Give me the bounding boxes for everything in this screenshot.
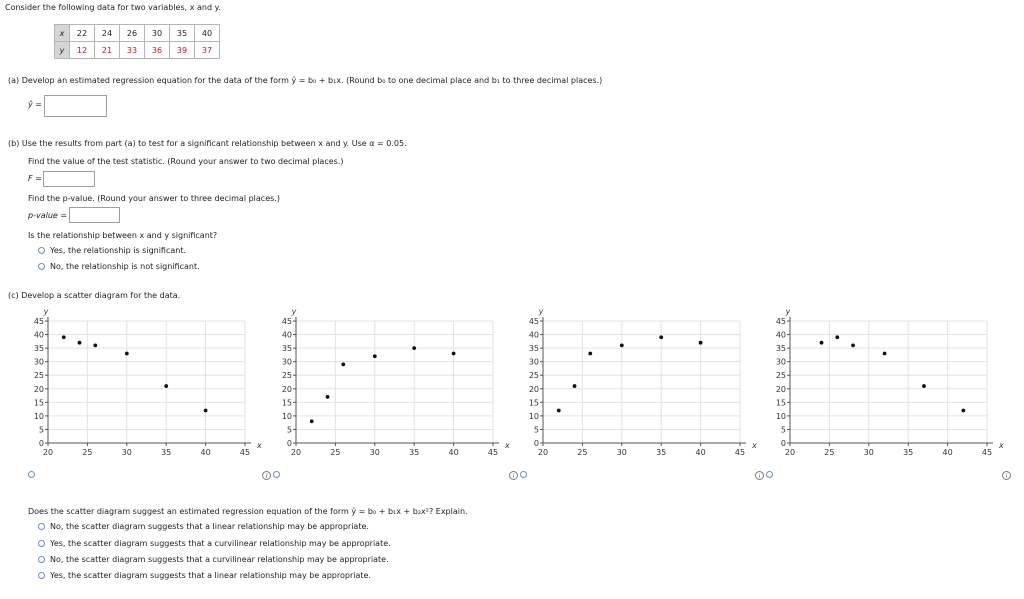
info-icon[interactable]: i bbox=[1002, 471, 1011, 480]
y-tick-label: 20 bbox=[528, 384, 539, 394]
scatter-plot-option-3 bbox=[495, 305, 757, 465]
scatter-option-4-radio[interactable] bbox=[766, 471, 773, 478]
x-cell: 24 bbox=[95, 25, 120, 42]
y-axis-label: y bbox=[43, 307, 49, 316]
data-point bbox=[961, 409, 965, 413]
data-point bbox=[557, 409, 561, 413]
f-stat-input[interactable] bbox=[43, 171, 95, 187]
y-tick-label: 35 bbox=[528, 344, 539, 354]
y-cell: 21 bbox=[95, 42, 120, 59]
x-tick-label: 30 bbox=[616, 448, 627, 457]
info-icon[interactable]: i bbox=[755, 471, 764, 480]
y-tick-label: 40 bbox=[775, 330, 786, 340]
curvilinear-question: Does the scatter diagram suggest an estimated regression equation of the form ŷ = b₀ + b₁x + b₂x²? Explain. bbox=[28, 507, 468, 516]
part-a-prompt: (a) Develop an estimated regression equation for the data of the form ŷ = b₀ + b₁x. (Round b₀ to one decimal place and b₁ to three decimal places.) bbox=[8, 76, 603, 85]
y-tick-label: 5 bbox=[286, 425, 292, 435]
curv-option-1-label: No, the scatter diagram suggests that a linear relationship may be appropriate. bbox=[50, 522, 369, 531]
y-cell: 37 bbox=[195, 42, 220, 59]
regression-equation-input[interactable] bbox=[44, 95, 107, 117]
y-tick-label: 30 bbox=[528, 357, 539, 367]
y-tick-label: 25 bbox=[528, 371, 539, 381]
x-cell: 35 bbox=[170, 25, 195, 42]
data-point bbox=[164, 384, 168, 388]
x-tick-label: 40 bbox=[448, 448, 459, 457]
x-cell: 26 bbox=[120, 25, 145, 42]
x-axis-label: x bbox=[999, 441, 1004, 450]
curv-option-1-radio[interactable] bbox=[38, 523, 45, 530]
curv-option-2-radio[interactable] bbox=[38, 540, 45, 547]
data-table bbox=[54, 24, 220, 59]
data-point bbox=[922, 384, 926, 388]
x-tick-label: 40 bbox=[942, 448, 953, 457]
curv-option-4-radio[interactable] bbox=[38, 572, 45, 579]
data-point bbox=[373, 354, 377, 358]
x-tick-label: 30 bbox=[369, 448, 380, 457]
y-tick-label: 0 bbox=[780, 439, 786, 448]
significant-no-radio[interactable] bbox=[38, 263, 45, 270]
y-tick-label: 10 bbox=[528, 411, 539, 421]
data-point bbox=[659, 335, 663, 339]
x-cell: 40 bbox=[195, 25, 220, 42]
y-tick-label: 5 bbox=[38, 425, 44, 435]
x-tick-label: 20 bbox=[42, 448, 54, 457]
intro-text: Consider the following data for two variables, x and y. bbox=[5, 3, 221, 12]
y-tick-label: 25 bbox=[281, 371, 292, 381]
significant-yes-radio[interactable] bbox=[38, 247, 45, 254]
data-point bbox=[851, 344, 855, 348]
significance-question: Is the relationship between x and y significant? bbox=[28, 231, 218, 240]
y-tick-label: 35 bbox=[281, 344, 292, 354]
y-tick-label: 30 bbox=[775, 357, 786, 367]
y-tick-label: 45 bbox=[775, 317, 786, 326]
p-value-prompt: Find the p-value. (Round your answer to three decimal places.) bbox=[28, 194, 280, 203]
scatter-plot-option-1 bbox=[0, 305, 262, 465]
x-tick-label: 45 bbox=[239, 448, 251, 457]
table-row-y bbox=[55, 42, 220, 59]
x-tick-label: 35 bbox=[161, 448, 172, 457]
scatter-option-2-radio[interactable] bbox=[273, 471, 280, 478]
data-point bbox=[452, 352, 456, 356]
y-tick-label: 10 bbox=[281, 411, 292, 421]
x-tick-label: 35 bbox=[656, 448, 667, 457]
f-stat-prompt: Find the value of the test statistic. (Round your answer to two decimal places.) bbox=[28, 157, 344, 166]
x-tick-label: 45 bbox=[981, 448, 993, 457]
data-point bbox=[93, 344, 97, 348]
f-label: F = bbox=[28, 174, 42, 183]
y-cell: 12 bbox=[70, 42, 95, 59]
y-tick-label: 0 bbox=[38, 439, 44, 448]
x-tick-label: 40 bbox=[695, 448, 706, 457]
info-icon[interactable]: i bbox=[262, 471, 271, 480]
data-point bbox=[78, 341, 82, 345]
y-axis-label: y bbox=[291, 307, 297, 316]
y-tick-label: 40 bbox=[528, 330, 539, 340]
x-cell: 30 bbox=[145, 25, 170, 42]
data-point bbox=[699, 341, 703, 345]
y-axis-label: y bbox=[785, 307, 791, 316]
data-point bbox=[204, 409, 208, 413]
x-tick-label: 20 bbox=[290, 448, 302, 457]
y-tick-label: 45 bbox=[33, 317, 44, 326]
y-tick-label: 15 bbox=[775, 398, 786, 408]
p-value-input[interactable] bbox=[69, 207, 120, 223]
significant-no-label: No, the relationship is not significant. bbox=[50, 262, 200, 271]
x-tick-label: 40 bbox=[200, 448, 211, 457]
data-point bbox=[62, 335, 66, 339]
y-tick-label: 35 bbox=[775, 344, 786, 354]
data-point bbox=[883, 352, 887, 356]
data-point bbox=[588, 352, 592, 356]
scatter-plot-option-2 bbox=[248, 305, 510, 465]
data-point bbox=[573, 384, 577, 388]
y-tick-label: 40 bbox=[33, 330, 44, 340]
scatter-option-1-radio[interactable] bbox=[28, 471, 35, 478]
x-axis-label: x bbox=[752, 441, 757, 450]
info-icon[interactable]: i bbox=[509, 471, 518, 480]
data-point bbox=[310, 419, 314, 423]
scatter-option-3-radio[interactable] bbox=[520, 471, 527, 478]
x-axis-label: x bbox=[505, 441, 510, 450]
data-point bbox=[620, 344, 624, 348]
scatter-plot-option-4 bbox=[742, 305, 1012, 465]
y-cell: 36 bbox=[145, 42, 170, 59]
curv-option-3-label: No, the scatter diagram suggests that a curvilinear relationship may be appropriate. bbox=[50, 555, 389, 564]
x-tick-label: 25 bbox=[577, 448, 588, 457]
x-tick-label: 20 bbox=[784, 448, 796, 457]
table-row-x bbox=[55, 25, 220, 42]
curv-option-2-label: Yes, the scatter diagram suggests that a curvilinear relationship may be appropriate. bbox=[50, 539, 391, 548]
y-tick-label: 25 bbox=[775, 371, 786, 381]
y-tick-label: 15 bbox=[33, 398, 44, 408]
y-tick-label: 10 bbox=[33, 411, 44, 421]
y-cell: 33 bbox=[120, 42, 145, 59]
x-tick-label: 45 bbox=[734, 448, 746, 457]
y-tick-label: 45 bbox=[528, 317, 539, 326]
yhat-label: ŷ = bbox=[28, 100, 42, 109]
x-tick-label: 25 bbox=[330, 448, 341, 457]
y-tick-label: 0 bbox=[286, 439, 292, 448]
y-tick-label: 40 bbox=[281, 330, 292, 340]
y-tick-label: 25 bbox=[33, 371, 44, 381]
data-point bbox=[341, 362, 345, 366]
y-tick-label: 20 bbox=[281, 384, 292, 394]
y-axis-label: y bbox=[538, 307, 544, 316]
data-point bbox=[835, 335, 839, 339]
y-tick-label: 35 bbox=[33, 344, 44, 354]
y-tick-label: 0 bbox=[533, 439, 539, 448]
x-tick-label: 45 bbox=[487, 448, 499, 457]
significant-yes-label: Yes, the relationship is significant. bbox=[50, 246, 187, 255]
curv-option-4-label: Yes, the scatter diagram suggests that a linear relationship may be appropriate. bbox=[50, 571, 371, 580]
y-tick-label: 15 bbox=[528, 398, 539, 408]
x-tick-label: 35 bbox=[409, 448, 420, 457]
data-point bbox=[125, 352, 129, 356]
y-tick-label: 15 bbox=[281, 398, 292, 408]
y-tick-label: 45 bbox=[281, 317, 292, 326]
data-point bbox=[820, 341, 824, 345]
x-tick-label: 30 bbox=[863, 448, 874, 457]
part-b-prompt: (b) Use the results from part (a) to test for a significant relationship between x and y. Use α = 0.05. bbox=[8, 139, 407, 148]
y-cell: 39 bbox=[170, 42, 195, 59]
y-tick-label: 20 bbox=[33, 384, 44, 394]
x-tick-label: 35 bbox=[903, 448, 914, 457]
x-tick-label: 30 bbox=[121, 448, 132, 457]
y-tick-label: 5 bbox=[533, 425, 539, 435]
curv-option-3-radio[interactable] bbox=[38, 556, 45, 563]
part-c-prompt: (c) Develop a scatter diagram for the data. bbox=[8, 291, 181, 300]
y-header: y bbox=[55, 42, 70, 59]
x-header: x bbox=[55, 25, 70, 42]
x-tick-label: 25 bbox=[82, 448, 93, 457]
p-value-label: p-value = bbox=[28, 211, 68, 220]
data-point bbox=[412, 346, 416, 350]
data-point bbox=[326, 395, 330, 399]
x-axis-label: x bbox=[257, 441, 262, 450]
x-cell: 22 bbox=[70, 25, 95, 42]
y-tick-label: 10 bbox=[775, 411, 786, 421]
y-tick-label: 30 bbox=[33, 357, 44, 367]
y-tick-label: 30 bbox=[281, 357, 292, 367]
x-tick-label: 25 bbox=[824, 448, 835, 457]
y-tick-label: 20 bbox=[775, 384, 786, 394]
x-tick-label: 20 bbox=[537, 448, 549, 457]
y-tick-label: 5 bbox=[780, 425, 786, 435]
